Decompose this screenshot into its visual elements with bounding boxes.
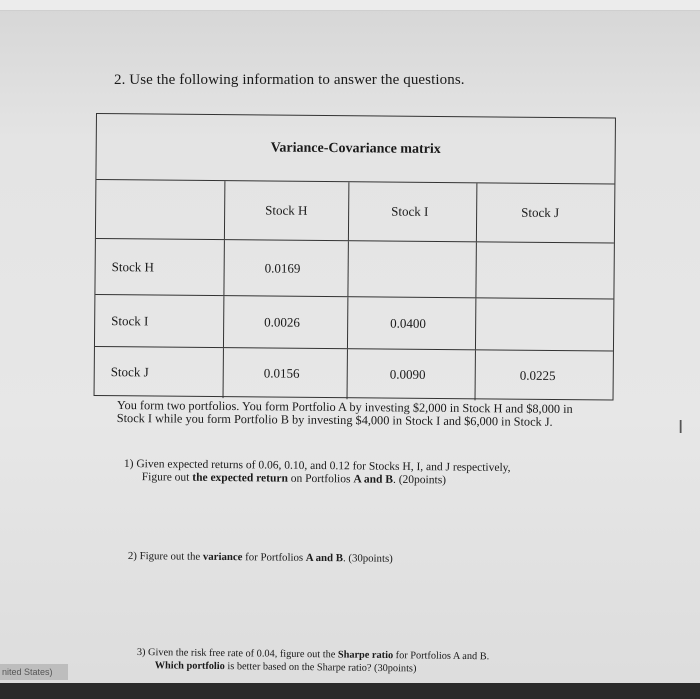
taskbar-locale-label: nited States)	[0, 664, 68, 680]
row-label-stock-j: Stock J	[110, 364, 149, 380]
header-stock-i: Stock I	[348, 182, 477, 241]
table-title: Variance-Covariance matrix	[96, 114, 615, 185]
sub-question-number: 3)	[136, 646, 146, 659]
page-top-edge	[0, 0, 700, 11]
sub-question-number: 1)	[123, 458, 134, 471]
table-header-row	[96, 180, 614, 243]
sub-question-line2: Which portfolio is better based on the Sharpe ratio? (30points)	[154, 660, 417, 675]
sub-question-number: 2)	[127, 550, 137, 563]
cell-j-i: 0.0090	[347, 349, 475, 400]
sub-question-line2: Figure out the expected return on Portfolios A and B. (20points)	[141, 471, 447, 487]
cell-j-j: 0.0225	[475, 350, 613, 401]
header-stock-j: Stock J	[476, 183, 615, 242]
row-label-stock-i: Stock I	[111, 312, 149, 328]
header-stock-h: Stock H	[224, 181, 349, 240]
sub-question-1	[124, 458, 584, 489]
sub-question-text: Given the risk free rate of 0.04, figure out the Sharpe ratio for Portfolios A and B.	[148, 647, 490, 663]
cell-h-h: 0.0169	[223, 240, 347, 296]
table-row	[95, 294, 613, 351]
question-heading: 2. Use the following information to answer the questions.	[114, 72, 465, 88]
sub-question-3	[137, 646, 577, 677]
row-label-stock-h: Stock H	[111, 258, 154, 275]
cell-j-h: 0.0156	[223, 348, 347, 399]
cell-i-j	[475, 298, 613, 350]
text-cursor-icon: I	[678, 417, 684, 438]
sub-question-2	[128, 550, 548, 567]
variance-covariance-table	[94, 113, 616, 401]
portfolio-description: You form two portfolios. You form Portfolio A by investing $2,000 in Stock H and $8,000 in Stock I while you form Portfolio B by investing $4,000 in Stock I and $6,000 in Stock J.	[116, 398, 573, 429]
cell-h-i	[347, 241, 475, 297]
cell-h-j	[475, 242, 613, 298]
cell-i-h: 0.0026	[223, 296, 347, 348]
sub-question-text: Given expected returns of 0.06, 0.10, and 0.12 for Stocks H, I, and J respectively,	[136, 458, 511, 475]
header-blank	[96, 180, 225, 239]
table-row	[95, 238, 613, 299]
screen-bottom-bar	[0, 683, 700, 699]
table-row	[95, 346, 613, 402]
sub-question-text: Figure out the variance for Portfolios A and B. (30points)	[139, 550, 393, 565]
cell-i-i: 0.0400	[347, 297, 475, 349]
